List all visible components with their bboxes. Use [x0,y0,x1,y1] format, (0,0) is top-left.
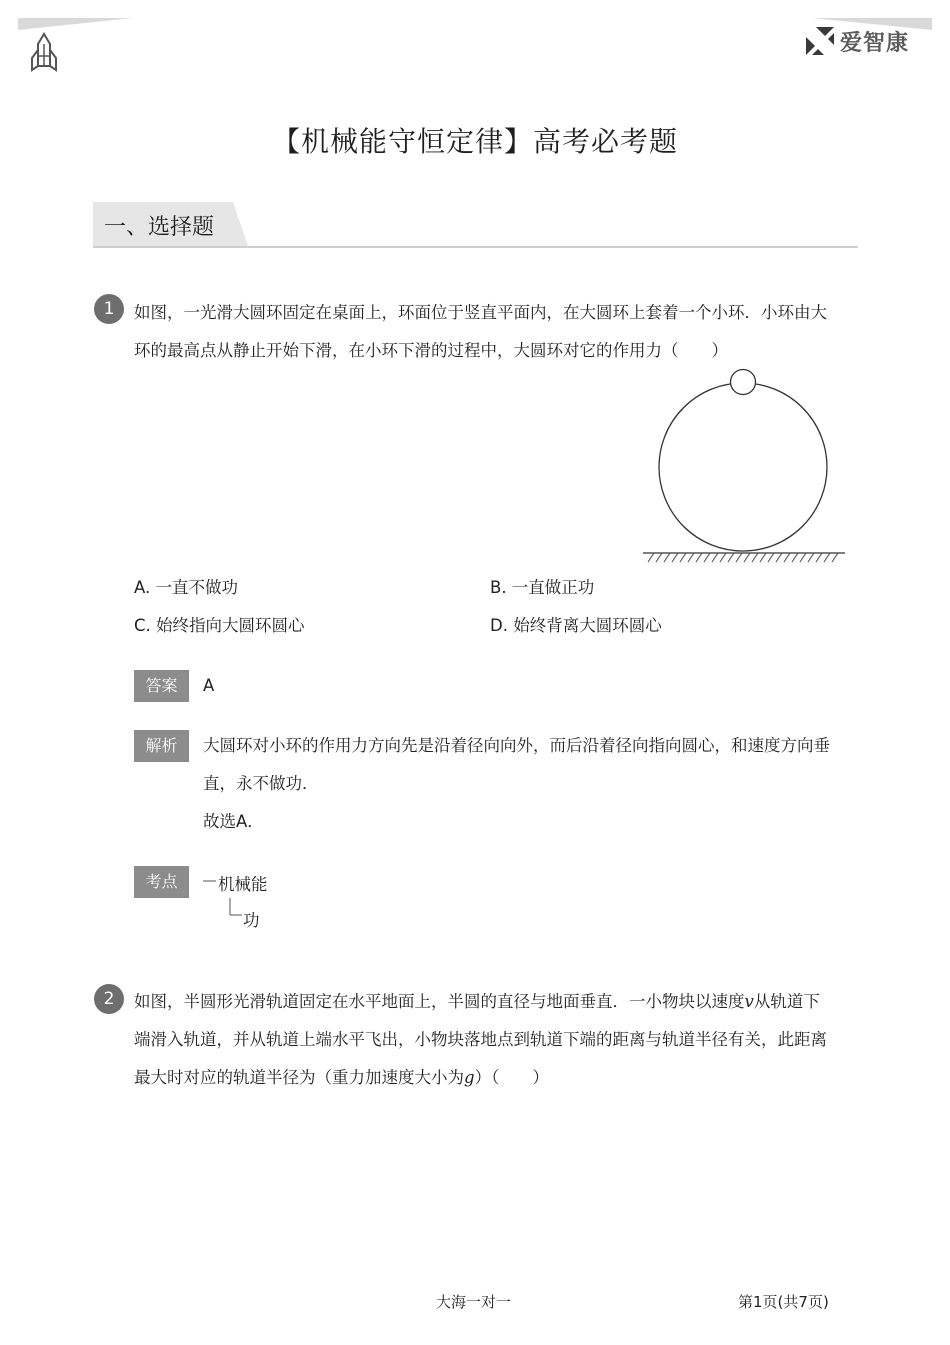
brand-name: 爱智康 [840,30,910,56]
footer-center-text: 大海一对一 [436,1293,512,1311]
analysis-line-1: 大圆环对小环的作用力方向先是沿着径向向外，而后沿着径向指向圆心，和速度方向垂 [203,736,830,755]
question-number-badge: 1 [94,294,124,324]
question-1-stem [134,294,850,370]
option-d[interactable]: D. 始终背离大圆环圆心 [490,616,662,635]
question-1-line-1: 如图，一光滑大圆环固定在桌面上，环面位于竖直平面内，在大圆环上套着一个小环．小环由大 [134,303,827,322]
question-2-line-1: 如图，半圆形光滑轨道固定在水平地面上，半圆的直径与地面垂直．一小物块以速度v从轨道下 [134,992,820,1011]
option-b[interactable]: B. 一直做正功 [490,578,595,597]
analysis-line-2: 直，永不做功． [203,774,319,793]
table-hatching [648,553,838,562]
option-a[interactable]: A. 一直不做功 [134,578,238,597]
question-2-stem [134,983,850,1097]
section-title: 一、选择题 [104,215,215,240]
large-ring [659,383,827,551]
brand-logo [806,24,909,58]
analysis-line-3: 故选A． [203,812,264,831]
variable-g: g [464,1068,475,1087]
knowledge-point-tag: 考点 [134,866,189,898]
page-indicator: 第1页(共7页) [738,1293,829,1311]
analysis-tag: 解析 [134,730,189,762]
answer-value: A [203,676,215,695]
rocket-tower-icon [30,32,58,72]
question-1-line-2: 环的最高点从静止开始下滑，在小环下滑的过程中，大圆环对它的作用力（ ） [134,341,728,360]
question-2-line-3: 最大时对应的轨道半径为（重力加速度大小为g）（ ） [134,1068,549,1087]
option-c[interactable]: C. 始终指向大圆环圆心 [134,616,305,635]
header-decor-band-left [18,18,133,30]
small-ring [731,370,756,395]
question-2-line-2: 端滑入轨道，并从轨道上端水平飞出，小物块落地点到轨道下端的距离与轨道半径有关，此距离 [134,1030,827,1049]
variable-v: v [744,992,754,1011]
page-title: 【机械能守恒定律】高考必考题 [271,125,678,158]
knowledge-point-root: 机械能 [218,875,268,894]
question-number-badge: 2 [94,984,124,1014]
knowledge-point-child: 功 [243,911,260,930]
analysis-text [203,727,848,841]
x-mark-logo-icon [806,27,834,55]
ring-on-table-figure [640,365,850,570]
answer-tag: 答案 [134,670,189,702]
